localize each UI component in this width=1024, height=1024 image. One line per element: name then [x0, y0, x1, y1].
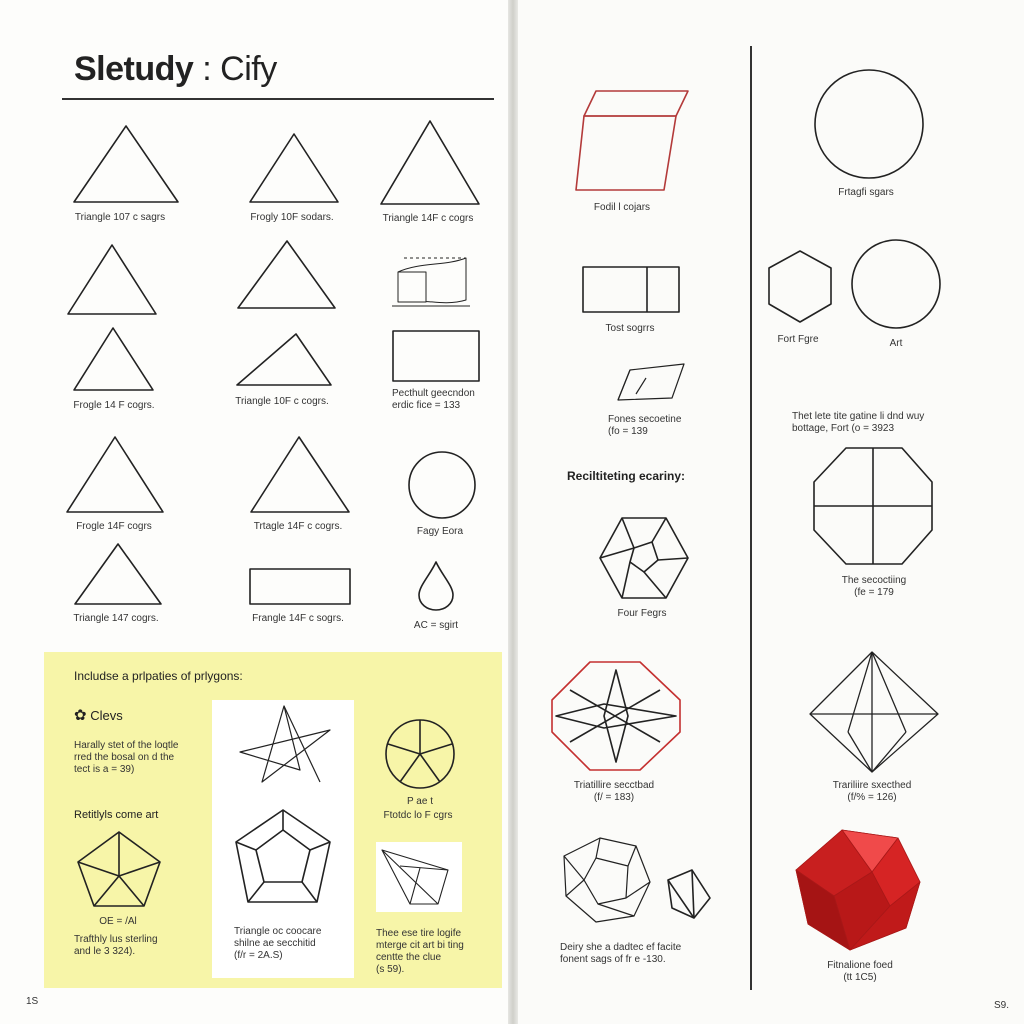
shape-caption: Triangle 10F c cogrs. [235, 396, 329, 407]
shape-caption: Frogly 10F sodars. [250, 212, 334, 223]
box-paragraph: Harally stet of the loqtle rred the bosal on d the tect is a = 39) [74, 740, 179, 775]
crystal-sketch [382, 850, 448, 904]
shape-caption: Fodil l cojars [593, 202, 651, 213]
shape-caption: Triangle oc coocare shilne ae secchitid (f/r = 2A.S) [234, 926, 322, 961]
section-heading: Reciltiteting ecariny: [567, 469, 686, 483]
triangle-shape [237, 334, 331, 385]
circle-shape [852, 240, 940, 328]
triangle-shape [250, 134, 338, 202]
intro-paragraph: Thet lete tite gatine li dnd wuy bottage, Fort (o = 3923 [792, 411, 925, 434]
shape-caption: Trariliire sxecthed (f/% = 126) [832, 780, 912, 803]
hexagon-shape [769, 251, 831, 322]
box-subheading: Retitlyls come art [74, 809, 159, 821]
triangle-shape [67, 437, 163, 512]
shape-caption: Frangle 14F c sogrs. [252, 613, 344, 624]
shape-caption: Art [889, 338, 903, 349]
divided-circle-shape [386, 720, 454, 788]
shape-caption: Frogle 14 F cogrs. [73, 400, 155, 411]
page-number-right: S9. [994, 1000, 1010, 1011]
clevs-label: ✿ Clevs [74, 707, 123, 724]
shape-caption: P ae t [407, 796, 433, 807]
page-number-left: 1S [26, 996, 39, 1007]
triangle-shape [75, 544, 161, 604]
pentagon-solid-shape [236, 810, 330, 902]
shape-caption: Ftotdc lo F cgrs [383, 810, 453, 821]
split-rectangle-shape [583, 267, 679, 312]
shape-caption: Frogle 14F cogrs [76, 521, 152, 532]
divided-octagon-shape [814, 448, 932, 564]
triangle-shape [381, 121, 479, 204]
shape-caption: Deiry she a dadtec ef facite fonent sags of fr e -130. [560, 942, 682, 965]
page-title: Sletudy : Cify [74, 50, 277, 88]
shape-caption: Four Fegrs [617, 608, 667, 619]
shape-caption: Triangle 14F c cogrs [382, 213, 474, 224]
shape-caption: Fitnalione foed (tt 1C5) [827, 960, 893, 983]
pentagon-star-shape [78, 832, 160, 906]
octahedron-shape [810, 652, 938, 772]
triangle-shape [68, 245, 156, 314]
shape-caption: Fort Fgre [777, 334, 819, 345]
rectangle-shape [393, 331, 479, 381]
shape-caption: Fagy Eora [416, 526, 464, 537]
red-parallelogram-shape [576, 91, 688, 190]
red-icosahedron-shape [796, 830, 920, 950]
shape-caption: Thee ese tire logife mterge cit art bi ting centte the clue (s 59). [376, 928, 464, 975]
prism-sketch [392, 258, 470, 306]
shape-caption: Trtagle 14F c cogrs. [253, 521, 343, 532]
triangle-shape [74, 126, 178, 202]
triangle-shape [238, 241, 335, 308]
drop-shape [419, 562, 453, 610]
small-polyhedron-shape [668, 870, 710, 918]
circle-shape [409, 452, 475, 518]
shape-caption: Fones secoetine (fo = 139 [608, 414, 682, 437]
shape-caption: AC = sgirt [413, 620, 459, 631]
shape-caption: The secoctiing (fe = 179 [841, 575, 907, 598]
star-shape [240, 706, 330, 782]
shape-caption: Triatillire secctbad (f/ = 183) [573, 780, 655, 803]
shape-caption: Frtagfi sgars [838, 187, 894, 198]
flower-octagon-shape [552, 662, 680, 770]
shape-caption: Pecthult geecndon erdic fice = 133 [392, 388, 475, 411]
box-paragraph: Trafthly lus sterling and le 3 324). [74, 934, 158, 957]
icosahedron-sketch [564, 838, 650, 922]
small-parallelogram-shape [618, 364, 684, 400]
shape-caption: Triangle 147 cogrs. [73, 613, 159, 624]
formula-label: OE = /Al [99, 916, 137, 927]
hexagon-star-shape [600, 518, 688, 598]
triangle-shape [74, 328, 153, 390]
triangle-shape [251, 437, 349, 512]
rectangle-shape [250, 569, 350, 604]
shape-caption: Tost sogrrs [605, 323, 655, 334]
gear-icon: ✿ [74, 707, 87, 724]
shape-caption: Triangle 107 c sagrs [74, 212, 166, 223]
box-heading: Includse a prlpaties of prlygons: [74, 669, 243, 683]
circle-shape [815, 70, 923, 178]
